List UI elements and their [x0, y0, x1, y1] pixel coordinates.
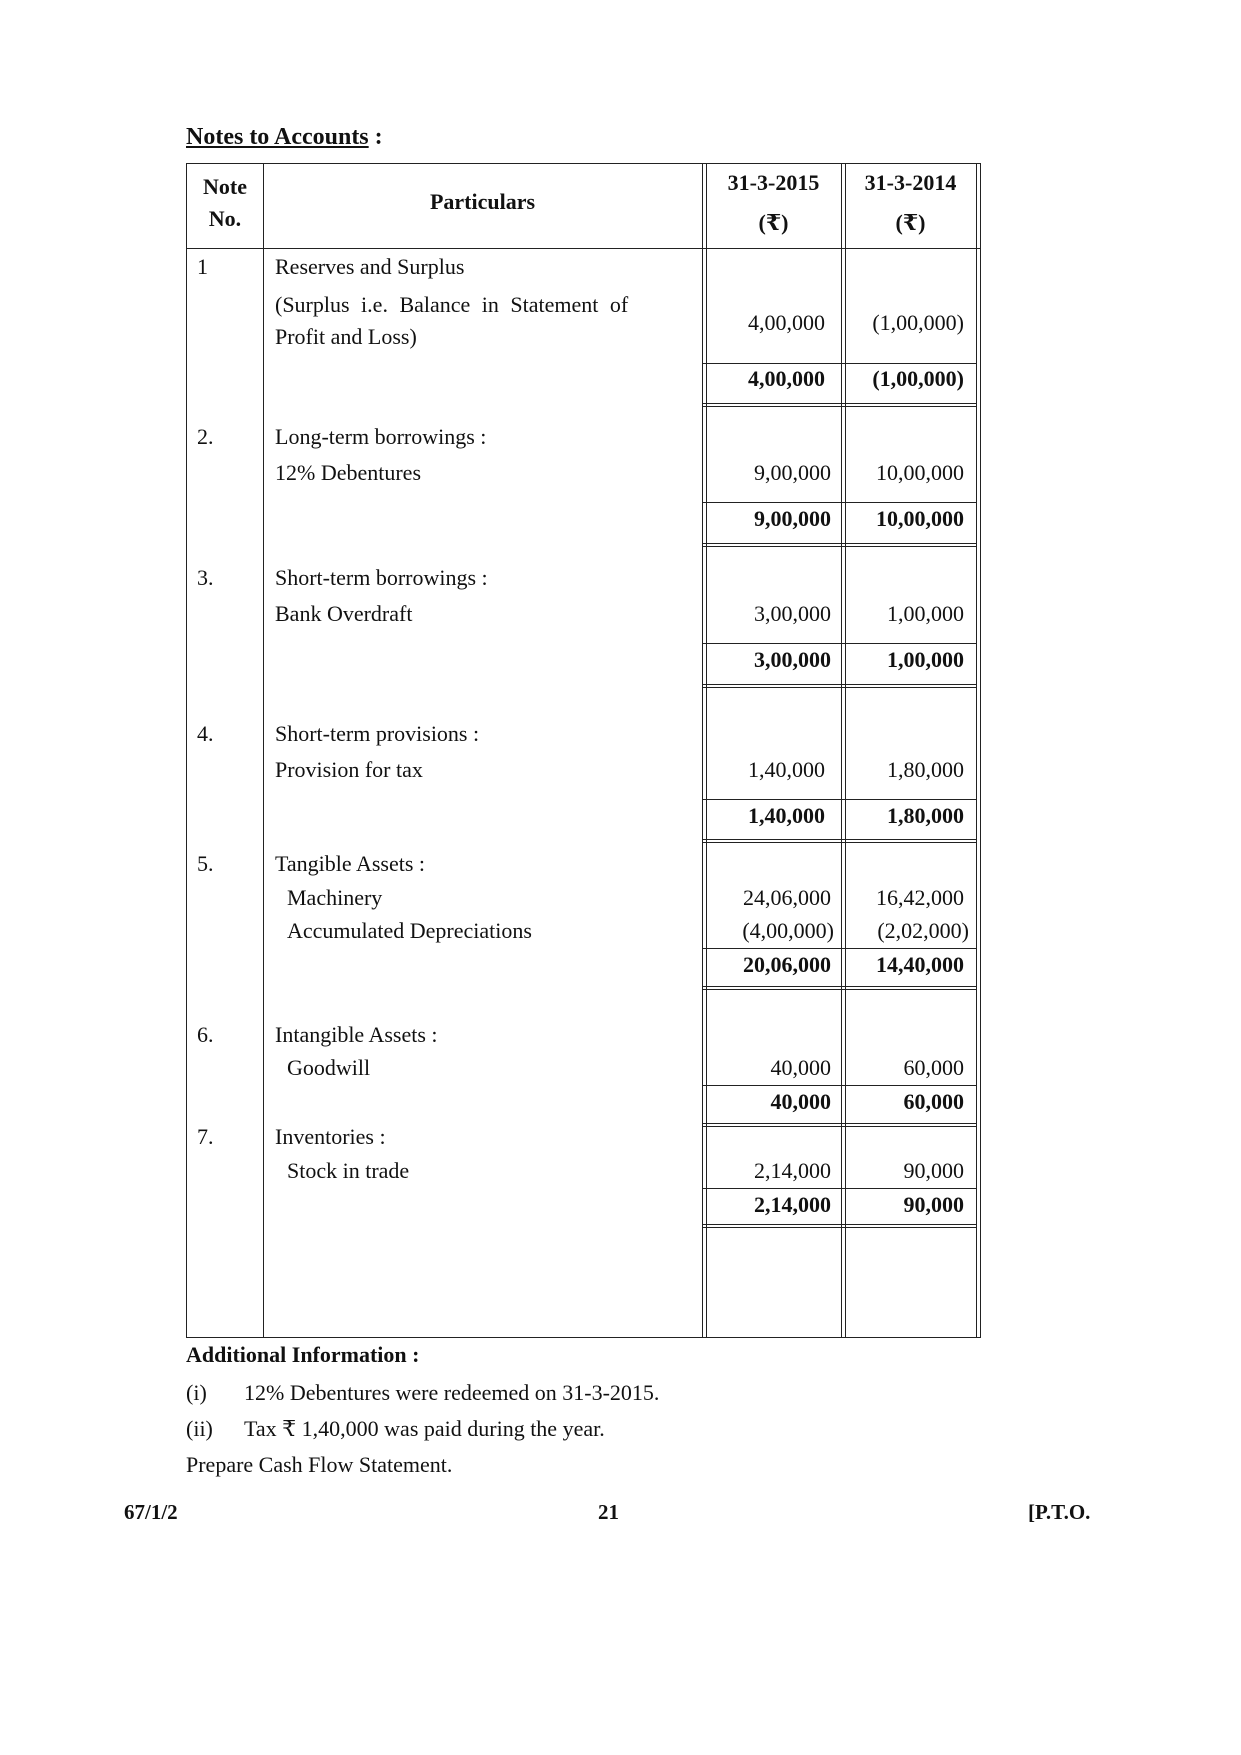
value-2014: 16,42,000: [876, 885, 964, 910]
col-divider-4: [976, 164, 977, 1337]
note-item-label: (Surplus i.e. Balance in Statement of: [275, 292, 629, 317]
note-item-label: Stock in trade: [287, 1158, 410, 1183]
total-2015: 40,000: [770, 1089, 831, 1114]
header-note-no-2: No.: [208, 206, 242, 231]
page-number: 21: [598, 1500, 619, 1524]
total-2015: 2,14,000: [754, 1192, 831, 1217]
total-2014: 14,40,000: [876, 952, 964, 977]
total-double-rule: [702, 986, 976, 990]
note-item-label: Bank Overdraft: [275, 601, 413, 626]
subtotal-rule: [702, 948, 976, 949]
total-double-rule: [702, 684, 976, 688]
question-paper-code: 67/1/2: [124, 1500, 178, 1524]
col-divider-3a: [841, 164, 842, 1337]
note-item-label: 12% Debentures: [275, 460, 422, 485]
value-2014: 1,00,000: [887, 601, 964, 626]
value-2014: 1,80,000: [887, 757, 964, 782]
heading-colon: :: [368, 124, 383, 150]
notes-table: [186, 163, 981, 1338]
total-2014: 10,00,000: [876, 506, 964, 531]
header-particulars: Particulars: [429, 189, 536, 214]
col-divider-1: [263, 164, 264, 1337]
note-title: Intangible Assets :: [275, 1022, 438, 1047]
note-number: 6.: [197, 1022, 214, 1047]
total-2015: 4,00,000: [748, 366, 825, 391]
note-number: 4.: [197, 721, 214, 746]
value-2015: 24,06,000: [743, 885, 831, 910]
additional-info-heading: Additional Information :: [186, 1342, 420, 1367]
col-divider-2a: [702, 164, 703, 1337]
value-2014: 60,000: [903, 1055, 964, 1080]
value-2015: 3,00,000: [754, 601, 831, 626]
page-heading: [186, 124, 383, 151]
subtotal-rule: [702, 502, 976, 503]
subtotal-rule: [702, 1085, 976, 1086]
value-2014: (1,00,000): [872, 310, 964, 335]
note-title: Inventories :: [275, 1124, 386, 1149]
total-double-rule: [702, 839, 976, 843]
additional-item-text: Tax ₹ 1,40,000 was paid during the year.: [244, 1416, 605, 1441]
header-2015-date: 31-3-2015: [727, 170, 820, 195]
value-2015: 1,40,000: [748, 757, 825, 782]
subtotal-rule: [702, 799, 976, 800]
total-double-rule: [702, 543, 976, 547]
header-2014-date: 31-3-2014: [864, 170, 957, 195]
total-double-rule: [702, 1224, 976, 1228]
note-title: Reserves and Surplus: [275, 254, 465, 279]
note-title: Long-term borrowings :: [275, 424, 487, 449]
note-number: 3.: [197, 565, 214, 590]
additional-item-number: (ii): [186, 1416, 213, 1441]
additional-item-text: 12% Debentures were redeemed on 31-3-2015.: [244, 1380, 660, 1405]
value-2014: (2,02,000): [877, 918, 969, 943]
note-item-label: Provision for tax: [275, 757, 423, 782]
note-title: Short-term provisions :: [275, 721, 480, 746]
note-number: 5.: [197, 851, 214, 876]
total-double-rule: [702, 403, 976, 407]
value-2015: 4,00,000: [748, 310, 825, 335]
note-title: Short-term borrowings :: [275, 565, 488, 590]
header-rule: [187, 248, 980, 249]
total-2014: 60,000: [903, 1089, 964, 1114]
total-2015: 20,06,000: [743, 952, 831, 977]
note-title: Tangible Assets :: [275, 851, 426, 876]
note-item-label: Machinery: [287, 885, 383, 910]
heading-text: Notes to Accounts: [186, 124, 369, 150]
header-note-no-1: Note: [203, 174, 247, 199]
header-2014-unit: (₹): [895, 210, 926, 235]
total-2015: 1,40,000: [748, 803, 825, 828]
value-2015: 9,00,000: [754, 460, 831, 485]
total-2015: 9,00,000: [754, 506, 831, 531]
total-2014: (1,00,000): [872, 366, 964, 391]
instruction-text: Prepare Cash Flow Statement.: [186, 1452, 453, 1477]
subtotal-rule: [702, 363, 976, 364]
total-2015: 3,00,000: [754, 647, 831, 672]
value-2014: 10,00,000: [876, 460, 964, 485]
total-2014: 1,80,000: [887, 803, 964, 828]
total-double-rule: [702, 1123, 976, 1127]
value-2014: 90,000: [903, 1158, 964, 1183]
pto-label: [P.T.O.: [1028, 1500, 1091, 1524]
subtotal-rule: [702, 643, 976, 644]
value-2015: 40,000: [770, 1055, 831, 1080]
additional-item-number: (i): [186, 1380, 207, 1405]
note-item-label: Accumulated Depreciations: [287, 918, 532, 943]
note-item-label-cont: Profit and Loss): [275, 324, 417, 349]
note-number: 7.: [197, 1124, 214, 1149]
total-2014: 1,00,000: [887, 647, 964, 672]
total-2014: 90,000: [903, 1192, 964, 1217]
value-2015: 2,14,000: [754, 1158, 831, 1183]
note-item-label: Goodwill: [287, 1055, 371, 1080]
note-number: 2.: [197, 424, 214, 449]
header-2015-unit: (₹): [758, 210, 789, 235]
note-number: 1: [197, 254, 208, 279]
subtotal-rule: [702, 1188, 976, 1189]
value-2015: (4,00,000): [742, 918, 834, 943]
